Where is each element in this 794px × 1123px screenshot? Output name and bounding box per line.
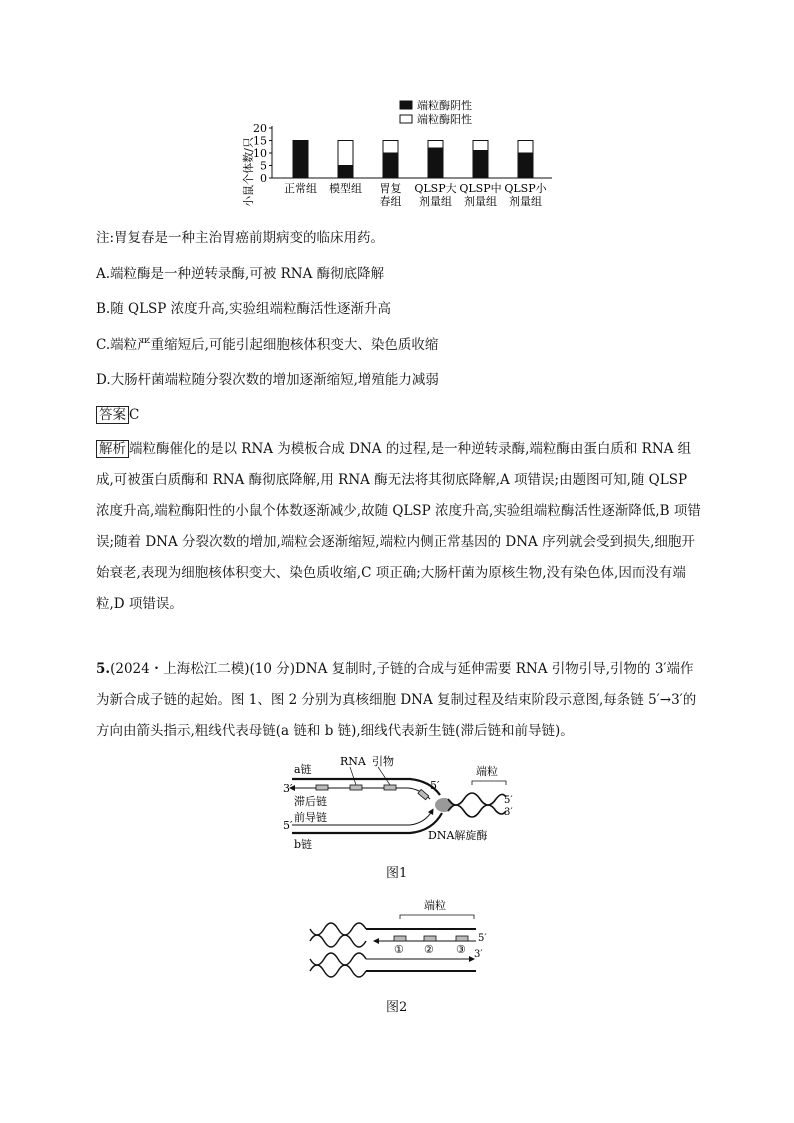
note: 注:胃复春是一种主治胃癌前期病变的临床用药。: [96, 230, 385, 246]
label-primer-3: ③: [456, 943, 466, 956]
helix-strand-2: [448, 805, 506, 817]
bar-0-series-0: [293, 141, 308, 179]
legend-label-0: 端粒酶阴性: [417, 100, 472, 112]
y-tick-label-4: 20: [253, 122, 267, 135]
label-3prime: 3′: [474, 949, 483, 960]
label-5prime-right: 5′: [504, 795, 513, 806]
x-tick-label-0-line-0: 正常组: [284, 182, 317, 195]
legend-label-1: 端粒酶阳性: [417, 113, 472, 126]
upper-helix-1: [310, 923, 366, 935]
x-tick-label-4-line-0: QLSP中: [459, 182, 502, 195]
answer-value: C: [129, 407, 140, 423]
lower-helix-1: [310, 953, 366, 965]
bar-chart: [240, 100, 560, 215]
bar-4-series-1: [473, 141, 488, 151]
label-5prime-fork: 5′: [430, 779, 440, 792]
label-5prime-left: 5′: [283, 819, 293, 832]
dna-helicase: [435, 798, 453, 812]
question-5: [96, 654, 704, 747]
y-tick-label-3: 15: [253, 134, 267, 148]
legend-swatch-1: [400, 115, 412, 123]
answer-label: 答案: [96, 406, 129, 424]
chart-plot: [253, 100, 552, 208]
label-3prime-left: 3′: [283, 782, 293, 795]
label-primer-2: ②: [424, 943, 434, 956]
bar-1-series-0: [338, 166, 353, 179]
primer-block-2: [350, 785, 362, 790]
option-c: C.端粒严重缩短后,可能引起细胞核体积变大、染色质收缩: [96, 337, 439, 353]
answer: [96, 403, 139, 423]
option-a: A.端粒酶是一种逆转录酶,可被 RNA 酶彻底降解: [96, 266, 385, 282]
option-d: D.大肠杆菌端粒随分裂次数的增加逐渐缩短,增殖能力减弱: [96, 372, 439, 388]
y-tick-label-0: 0: [260, 172, 267, 185]
primer-pointer: [378, 767, 390, 785]
bar-4-series-0: [473, 151, 488, 179]
label-b-chain: b链: [294, 838, 313, 851]
figure-1: [280, 755, 520, 855]
x-tick-label-2-line-0: 胃复: [379, 182, 402, 195]
bar-5-series-0: [518, 153, 533, 178]
label-primer-1: ①: [394, 943, 404, 956]
label-primer: 引物: [372, 755, 394, 768]
bar-5-series-1: [518, 141, 533, 154]
x-tick-label-3-line-1: 剂量组: [419, 195, 452, 208]
analysis-text: 端粒酶催化的是以 RNA 为模板合成 DNA 的过程,是一种逆转录酶,端粒酶由蛋白质和 RNA 组成,可被蛋白质酶和 RNA 酶彻底降解,用 RNA 酶无法将其彻底降解,A 项错误;由题图可知,随 QLSP 浓度升高,端粒酶阳性的小鼠个体数逐渐减少,故随 QLSP 浓度升高,实验组端粒酶活性逐渐降低,B 项错误;随着 DNA 分裂次数的增加,端粒会逐渐缩短,端粒内侧正常基因的 DNA 序列就会受到损失,细胞开始衰老,表现为细胞核体积变大、染色质收缩,C 项正确;大肠杆菌为原核生物,没有染色体,因而没有端粒,D 项错误。: [96, 441, 701, 612]
x-tick-label-5-line-1: 剂量组: [509, 195, 542, 208]
helix-strand-1: [448, 793, 506, 805]
x-tick-label-1-line-0: 模型组: [329, 182, 362, 195]
bar-3-series-0: [428, 148, 443, 178]
primer-1: [394, 936, 406, 941]
x-tick-label-3-line-0: QLSP大: [414, 182, 457, 195]
bar-2-series-0: [383, 153, 398, 178]
analysis: [96, 434, 704, 620]
primer-block-4: [418, 789, 429, 799]
question-5-text: (2024・上海松江二模)(10 分)DNA 复制时,子链的合成与延伸需要 RNA 引物引导,引物的 3′端作为新合成子链的起始。图 1、图 2 分别为真核细胞 DNA 复制过程及结束阶段示意图,每条链 5′→3′的方向由箭头指示,粗线代表母链(a 链和 b 链),细线代表新生链(滞后链和前导链)。: [96, 661, 697, 739]
label-5prime: 5′: [478, 933, 487, 944]
figure-1-caption: 图1: [386, 866, 408, 881]
bar-3-series-1: [428, 141, 443, 149]
figure-2-caption: 图2: [386, 1000, 408, 1015]
label-a-chain: a链: [294, 763, 312, 776]
bar-1-series-1: [338, 141, 353, 166]
a-chain-strand: [292, 779, 440, 795]
label-3prime-right: 3′: [504, 807, 513, 818]
label-rna: RNA: [340, 755, 366, 768]
lower-helix-2: [310, 965, 366, 977]
rna-pointer: [350, 767, 356, 785]
y-tick-label-2: 10: [253, 147, 267, 160]
label-telomere-2: 端粒: [424, 899, 446, 912]
primer-3: [456, 936, 468, 941]
label-leading: 前导链: [294, 811, 327, 824]
x-tick-label-4-line-1: 剂量组: [464, 195, 497, 208]
telomere-bracket: [472, 781, 506, 785]
label-telomere-1: 端粒: [476, 765, 498, 778]
y-tick-label-1: 5: [260, 159, 267, 173]
label-helicase: DNA解旋酶: [428, 829, 488, 842]
upper-helix-2: [310, 935, 366, 947]
telomere-bracket-2: [400, 915, 474, 919]
option-b: B.随 QLSP 浓度升高,实验组端粒酶活性逐渐升高: [96, 301, 391, 317]
y-axis-label: 小鼠个体数/只: [242, 137, 255, 207]
analysis-label: 解析: [96, 440, 129, 458]
label-lagging: 滞后链: [294, 795, 327, 808]
x-tick-label-2-line-1: 春组: [379, 195, 402, 208]
bar-2-series-1: [383, 141, 398, 154]
figure-2: [300, 895, 500, 985]
primer-block-1: [316, 785, 328, 790]
primer-2: [424, 936, 436, 941]
x-tick-label-5-line-0: QLSP小: [504, 182, 547, 195]
primer-block-3: [384, 785, 396, 790]
legend-swatch-0: [400, 101, 412, 109]
question-5-number: 5.: [96, 661, 111, 677]
